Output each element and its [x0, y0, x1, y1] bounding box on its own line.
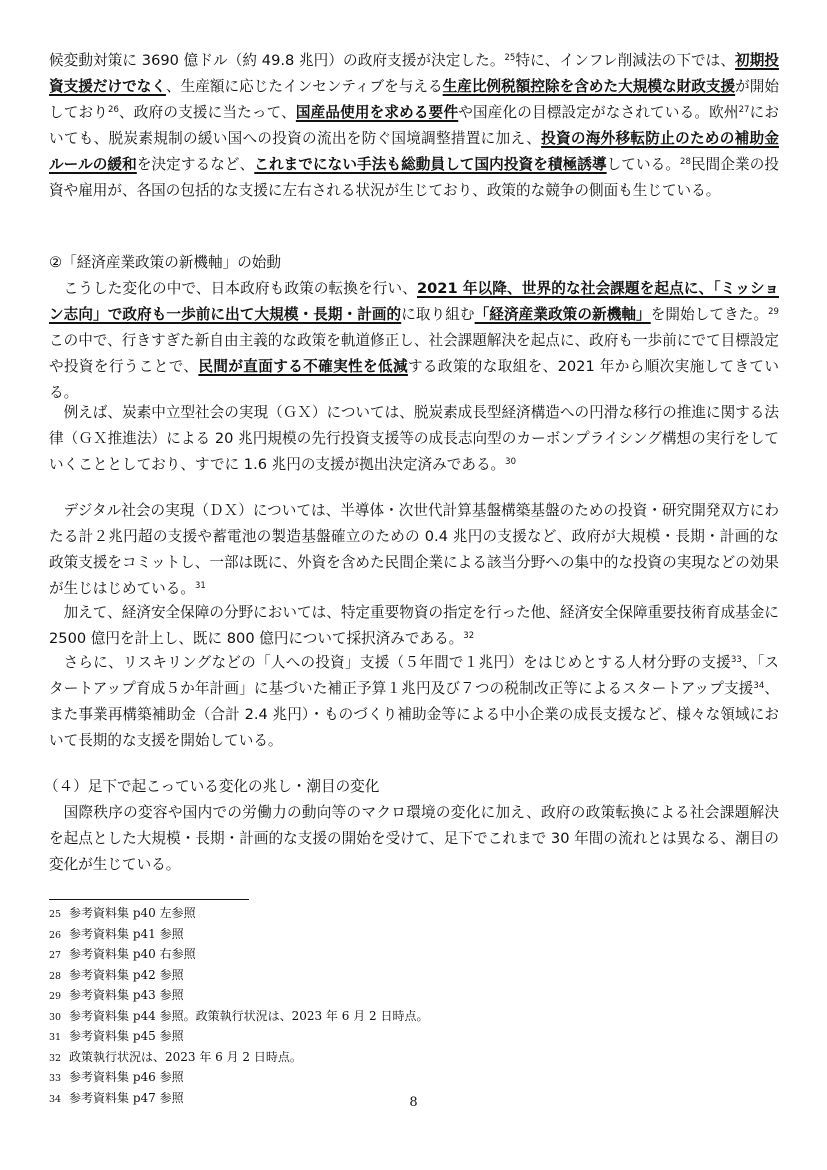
- emphasis-text: 2021 年以降、世界的な社会課題を起点に、「ミッション志向」で政府も一歩前に出て大規模・長期・計画的: [49, 280, 779, 323]
- footnote-item: [49, 1027, 749, 1048]
- text-run: が開始しており: [49, 78, 779, 121]
- footnote-text: 参考資料集 p45 参照: [69, 1029, 184, 1043]
- footnote-item: [49, 945, 749, 966]
- footnote-ref[interactable]: 30: [505, 457, 516, 467]
- paragraph-text: [49, 400, 779, 478]
- footnote-number: 28: [49, 970, 62, 982]
- text-run: している。: [606, 156, 681, 173]
- text-run: さらに、リスキリングなどの「人への投資」支援（５年間で１兆円）をはじめとする人材分野の支援: [63, 654, 731, 671]
- text-run: この中で、行きすぎた新自由主義的な政策を軌道修正し、社会課題解決を起点に、政府も一歩前にでて目標設定や投資を行うことで、: [49, 332, 779, 375]
- heading-text: （４）足下で起こっている変化の兆し・潮目の変化: [44, 778, 380, 795]
- footnote-ref[interactable]: 25: [504, 53, 516, 63]
- footnote-number: 29: [49, 991, 62, 1002]
- footnote-ref[interactable]: 27: [738, 105, 750, 115]
- paragraph-text: [49, 498, 779, 602]
- page-number: 8: [409, 1095, 418, 1110]
- paragraph-text: [49, 650, 779, 754]
- footnote-ref[interactable]: 31: [194, 581, 206, 591]
- text-run: デジタル社会の実現（ＤＸ）については、半導体・次世代計算基盤構築基盤のための投資・研究開発双方にわたる計２兆円超の支援や蓄電池の製造基盤確立のための 0.4 兆円の支援など、政府が大規模・長期・計画的な政策支援をコミットし、一部は既に、外資を含めた民間企業による該当分野への集中的な投資の実現などの効果が生じはじめている。: [49, 502, 779, 597]
- footnote-item: [49, 1007, 749, 1028]
- footnote-number: 32: [49, 1052, 62, 1064]
- emphasis-text: 投資の海外移転防止のための補助金ルールの緩和: [49, 130, 779, 173]
- text-run: 候変動対策に 3690 億ドル（約 49.8 兆円）の政府支援が決定した。: [49, 52, 505, 69]
- section-heading-2: [49, 250, 779, 276]
- footnote-text: 参考資料集 p42 参照: [69, 967, 184, 982]
- text-run: においても、脱炭素規制の緩い国への投資の流出を防ぐ国境調整措置に加え、: [49, 104, 779, 147]
- emphasis-text: 国産品使用を求める要件: [295, 104, 459, 121]
- footnote-item: [49, 1048, 749, 1069]
- emphasis-text: 初期投資支援だけでなく: [49, 52, 779, 95]
- footnote-ref[interactable]: 26: [108, 105, 119, 115]
- text-run: 民間企業の投資や雇用が、各国の包括的な支援に左右される状況が生じており、政策的な競争の側面も生じている。: [49, 156, 779, 199]
- emphasis-text: これまでにない手法も総動員して国内投資を積極誘導: [254, 156, 607, 173]
- footnote-item: [49, 1068, 749, 1089]
- text-run: に取り組む: [401, 306, 475, 323]
- emphasis-text: 生産比例税額控除を含めた大規模な財政支援: [442, 78, 736, 95]
- paragraph-text: [49, 800, 779, 878]
- text-run: 、「スタートアップ育成５か年計画」に基づいた補正予算１兆円及び７つの税制改正等によるスタートアップ支援: [49, 654, 780, 697]
- footnote-text: 参考資料集 p44 参照。政策執行状況は、2023 年 6 月 2 日時点。: [69, 1008, 429, 1023]
- paragraph-tide-change: [49, 800, 779, 878]
- footnote-divider: [49, 899, 249, 900]
- section-heading-4: [44, 774, 774, 800]
- footnote-ref[interactable]: 29: [768, 307, 779, 317]
- footnote-text: 参考資料集 p47 参照: [69, 1090, 184, 1105]
- footnote-item: [49, 904, 749, 925]
- footnote-text: 参考資料集 p41 参照: [69, 926, 184, 941]
- paragraph-international-support: [49, 48, 779, 204]
- footnote-number: 34: [49, 1093, 62, 1105]
- footnote-text: 参考資料集 p40 右参照: [69, 947, 196, 961]
- text-run: 、生産額に応じたインセンティブを与える: [165, 78, 443, 95]
- text-run: 国際秩序の変容や国内での労働力の動向等のマクロ環境の変化に加え、政府の政策転換による社会課題解決を起点とした大規模・長期・計画的な支援の開始を受けて、足下でこれまで 30 年間の流れとは異なる、潮目の変化が生じている。: [49, 804, 779, 873]
- footnote-ref[interactable]: 32: [463, 631, 475, 641]
- footnote-text: 政策執行状況は、2023 年 6 月 2 日時点。: [69, 1049, 302, 1064]
- text-run: を開始してきた。: [650, 306, 769, 323]
- footnote-item: [49, 986, 749, 1007]
- footnote-number: 25: [49, 909, 62, 920]
- text-run: 例えば、炭素中立型社会の実現（ＧＸ）については、脱炭素成長型経済構造への円滑な移行の推進に関する法律（ＧＸ推進法）による 20 兆円規模の先行投資支援等の成長志向型のカーボンプライシング構想の実行をしていくこととしており、すでに 1.6 兆円の支援が拠出決定済みである。: [49, 404, 779, 473]
- text-run: や国産化の目標設定がなされている。欧州: [458, 104, 739, 121]
- emphasis-text: 「経済産業政策の新機軸」: [474, 306, 651, 323]
- paragraph-text: [49, 276, 779, 406]
- emphasis-text: 民間が直面する不確実性を低減: [198, 358, 408, 375]
- text-run: する政策的な取組を、2021 年から順次実施してきている。: [49, 358, 779, 401]
- paragraph-dx: [49, 498, 779, 602]
- footnote-ref[interactable]: 28: [680, 157, 691, 167]
- footnote-ref[interactable]: 33: [730, 655, 742, 665]
- paragraph-text: [49, 48, 779, 204]
- text-run: を決定するなど、: [136, 156, 255, 173]
- footnote-item: [49, 925, 749, 946]
- footnote-ref[interactable]: 34: [753, 681, 765, 691]
- paragraph-new-policy: [49, 276, 779, 406]
- footnote-number: 31: [49, 1032, 62, 1043]
- heading-text: ②「経済産業政策の新機軸」の始動: [49, 254, 281, 271]
- paragraph-gx: [49, 400, 779, 478]
- text-run: 、また事業再構築補助金（合計 2.4 兆円）・ものづくり補助金等による中小企業の成長支援など、様々な領域において長期的な支援を開始している。: [49, 680, 779, 749]
- footnote-text: 参考資料集 p46 参照: [69, 1070, 184, 1084]
- paragraph-talent-startup: [49, 650, 779, 754]
- paragraph-economic-security: [49, 600, 779, 652]
- footnote-text: 参考資料集 p43 参照: [69, 988, 184, 1002]
- text-run: こうした変化の中で、日本政府も政策の転換を行い、: [63, 280, 417, 297]
- text-run: 、政府の支援に当たって、: [118, 104, 296, 121]
- footnote-text: 参考資料集 p40 左参照: [69, 906, 196, 920]
- footnote-number: 27: [49, 950, 62, 961]
- footnote-number: 33: [49, 1073, 62, 1084]
- text-run: 特に、インフレ削減法の下では、: [515, 52, 736, 69]
- footnote-number: 26: [49, 929, 62, 941]
- text-run: 加えて、経済安全保障の分野においては、特定重要物資の指定を行った他、経済安全保障重要技術育成基金に 2500 億円を計上し、既に 800 億円について採択済みである。: [49, 604, 779, 647]
- footnotes: [49, 904, 749, 1109]
- footnote-item: [49, 966, 749, 987]
- footnote-number: 30: [49, 1011, 62, 1023]
- paragraph-text: [49, 600, 779, 652]
